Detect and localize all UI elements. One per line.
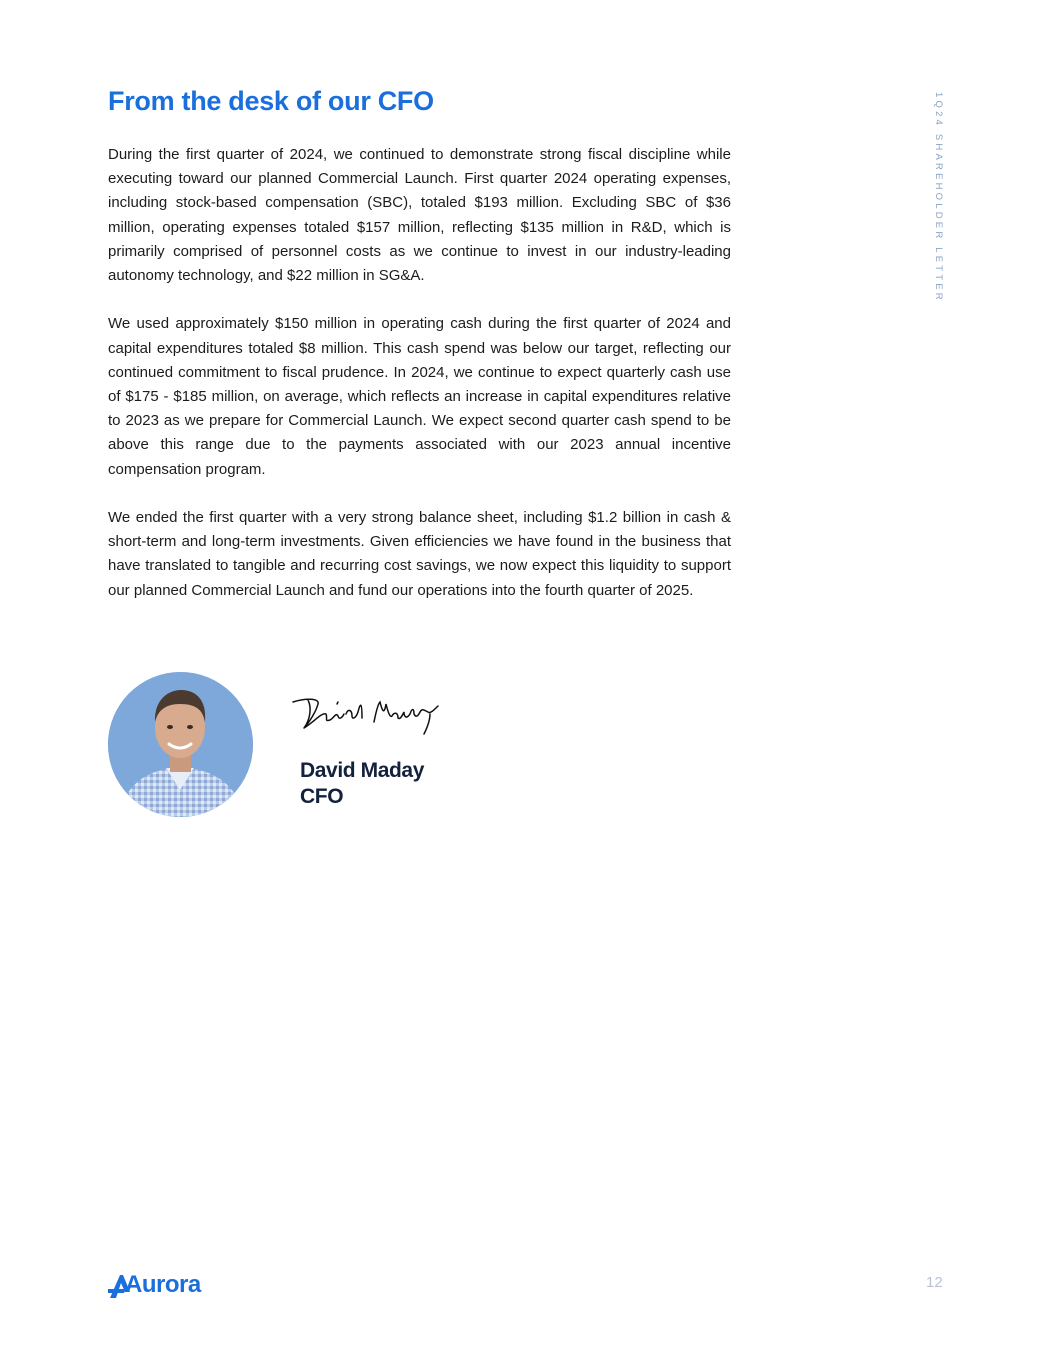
paragraph-operating-expenses: During the first quarter of 2024, we continued to demonstrate strong fiscal discipline while executing toward our planned Commercial Launch. First quarter 2024 operating expenses, including stock-based compensation (SBC), totaled $193 million. Excluding SBC of $36 million, operating expenses totaled $157 million, reflecting $135 million in R&D, which is primarily comprised of personnel costs as we continue to invest in our industry-leading autonomy technology, and $22 million in SG&A.: [108, 146, 731, 285]
document-side-label: 1Q24 SHAREHOLDER LETTER: [933, 92, 944, 303]
signer-role: CFO: [300, 785, 344, 808]
aurora-logo-text: Aurora: [125, 1271, 201, 1298]
paragraph-cash-use: We used approximately $150 million in operating cash during the first quarter of 2024 and capital expenditures totaled $8 million. This cash spend was below our target, reflecting our continued commitment to fiscal prudence. In 2024, we continue to expect quarterly cash use of $175 - $185 million, on average, which reflects an increase in capital expenditures relative to 2023 as we prepare for Commercial Launch. We expect second quarter cash spend to be above this range due to the payments associated with our 2023 annual incentive compensation program.: [108, 315, 731, 478]
signer-name: David Maday: [300, 759, 424, 782]
cfo-portrait-photo: [108, 672, 253, 817]
letter-body: [108, 143, 731, 627]
page-number: 12: [926, 1274, 943, 1291]
page-title: From the desk of our CFO: [108, 86, 434, 116]
paragraph-balance-sheet: We ended the first quarter with a very strong balance sheet, including $1.2 billion in cash & short-term and long-term investments. Given efficiencies we have found in the business that have translated to tangible and recurring cost savings, we now expect this liquidity to support our planned Commercial Launch and fund our operations into the fourth quarter of 2025.: [108, 509, 731, 599]
cfo-signature: [290, 690, 450, 740]
aurora-logo: [108, 1271, 200, 1301]
